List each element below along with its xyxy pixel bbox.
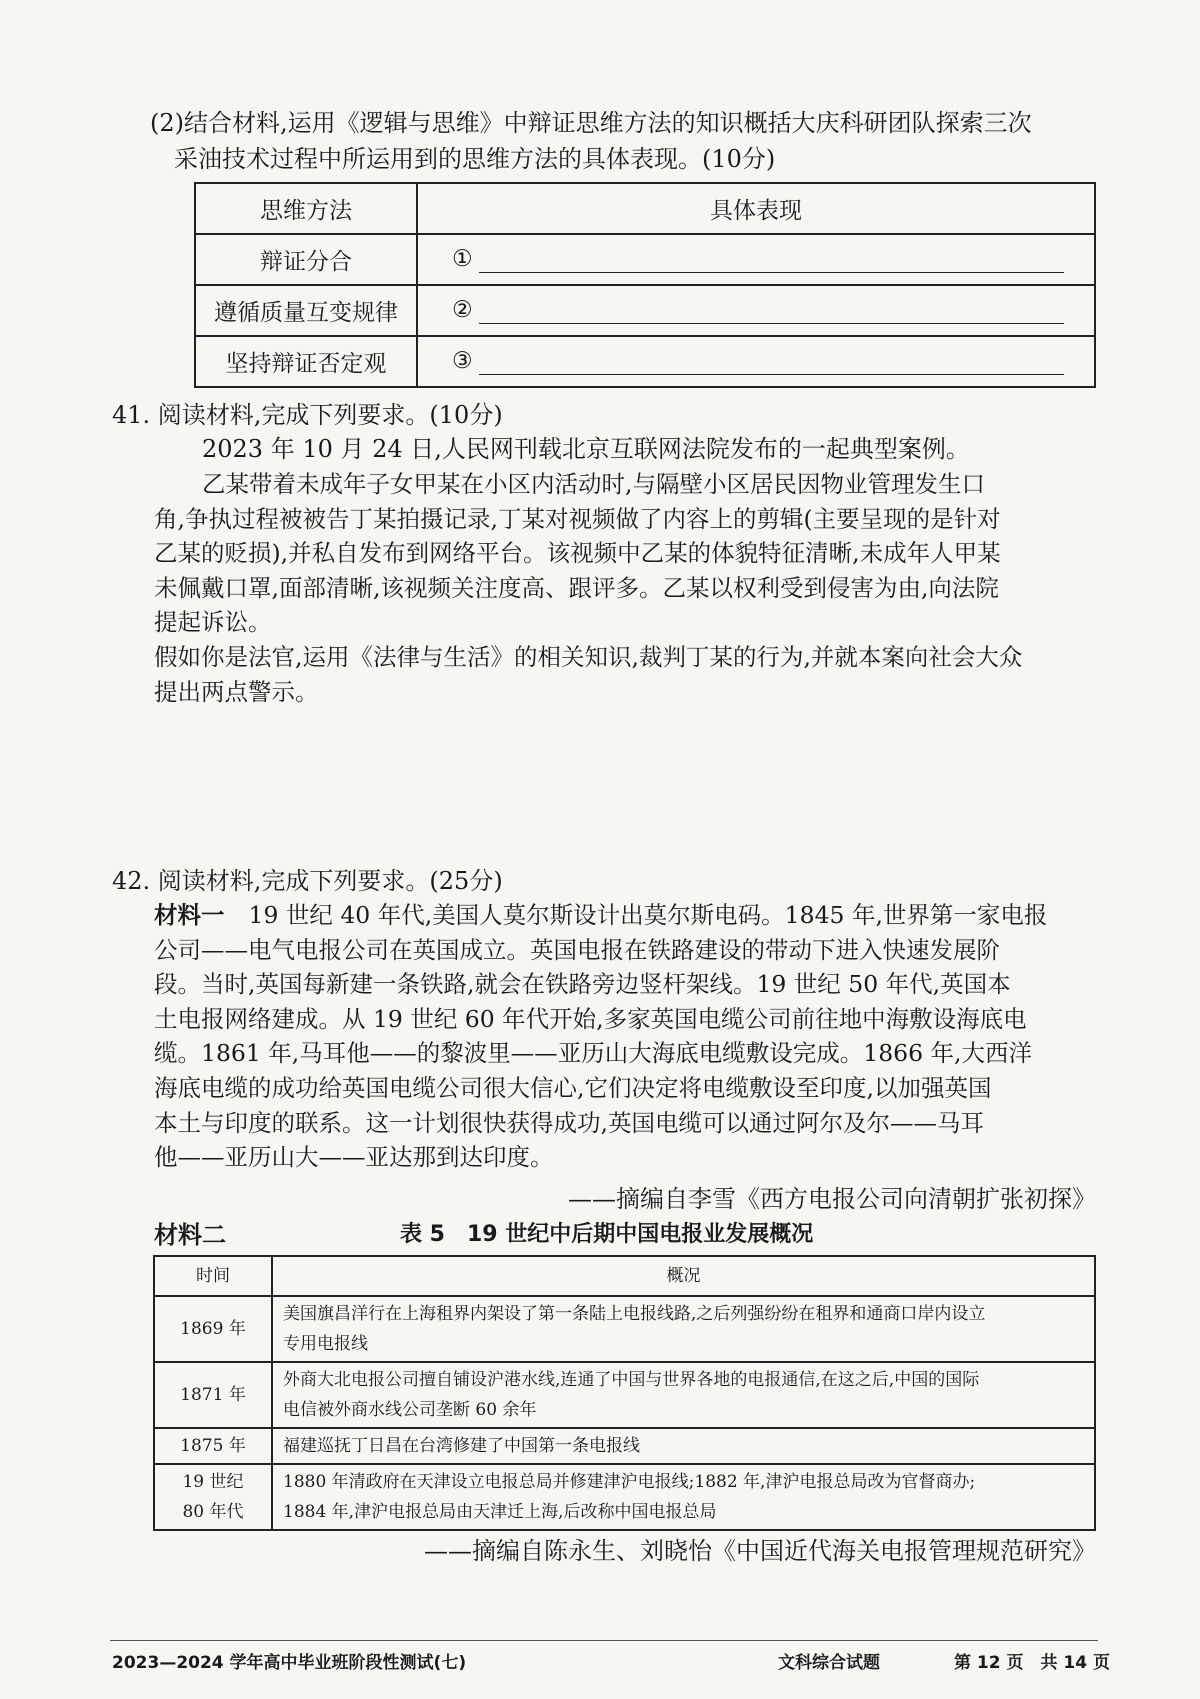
case-line: 提起诉讼。 [154,608,272,637]
answer-blank-line[interactable] [479,246,1064,273]
case-line: 乙某的贬损),并私自发布到网络平台。该视频中乙某的体貌特征清晰,未成年人甲某 [154,539,1001,568]
time-cell: 1869 年 [154,1296,272,1362]
overview-line: 1880 年清政府在天津设立电报总局并修建津沪电报线;1882 年,津沪电报总局改为官督商办; [283,1472,976,1492]
material1-source: ——摘编自李雪《西方电报公司向清朝扩张初探》 [568,1185,1096,1213]
answer-cell[interactable] [417,234,1095,285]
footer-subject: 文科综合试题 [778,1653,880,1673]
time-line: 80 年代 [182,1502,244,1522]
time-line: 19 世纪 [182,1472,244,1492]
answer-blank-line[interactable] [479,297,1064,324]
overview-cell [272,1362,1095,1428]
time-cell [154,1464,272,1530]
answer-cell[interactable] [417,285,1095,336]
overview-line: 福建巡抚丁日昌在台湾修建了中国第一条电报线 [283,1436,640,1456]
q40-2-line1: (2)结合材料,运用《逻辑与思维》中辩证思维方法的知识概括大庆科研团队探索三次 [150,109,1032,137]
header-time: 时间 [154,1256,272,1296]
header-method: 思维方法 [195,183,417,234]
table-row [195,285,1095,336]
overview-cell [272,1428,1095,1464]
material1-line: 缆。1861 年,马耳他——的黎波里——亚历山大海底电缆敷设完成。1866 年,大西洋 [154,1039,1032,1068]
overview-line: 电信被外商水线公司垄断 60 余年 [283,1400,537,1420]
material1-line: 公司——电气电报公司在英国成立。英国电报在铁路建设的带动下进入快速发展阶 [154,935,1000,964]
q42-heading: 42. 阅读材料,完成下列要求。(25分) [112,867,503,895]
material2-table-title: 表 5 19 世纪中后期中国电报业发展概况 [400,1222,814,1247]
time-cell: 1875 年 [154,1428,272,1464]
table-header-row [154,1256,1095,1296]
q41-heading: 41. 阅读材料,完成下列要求。(10分) [112,401,503,429]
header-overview: 概况 [272,1256,1095,1296]
table-header-row [195,183,1095,234]
q40-2-line2: 采油技术过程中所运用到的思维方法的具体表现。(10分) [174,145,776,173]
overview-line: 1884 年,津沪电报总局由天津迁上海,后改称中国电报总局 [283,1502,717,1522]
material2-label: 材料二 [154,1220,226,1249]
footer-exam-title: 2023—2024 学年高中毕业班阶段性测试(七) [112,1653,467,1673]
material1-line: 本土与印度的联系。这一计划很快获得成功,英国电缆可以通过阿尔及尔——马耳 [154,1108,984,1137]
answer-mark: ③ [452,347,473,374]
q41-case-paragraph [154,467,1001,640]
task-line: 假如你是法官,运用《法律与生活》的相关知识,裁判丁某的行为,并就本案向社会大众 [154,643,1023,671]
material2-source: ——摘编自陈永生、刘晓怡《中国近代海关电报管理规范研究》 [424,1537,1096,1565]
table-row [154,1362,1095,1428]
case-line: 乙某带着未成年子女甲某在小区内活动时,与隔壁小区居民因物业管理发生口 [202,470,985,498]
overview-cell [272,1296,1095,1362]
footer-page-number: 第 12 页 共 14 页 [954,1653,1110,1673]
table-row [154,1464,1095,1530]
method-cell: 辩证分合 [195,234,417,285]
overview-line: 外商大北电报公司擅自铺设沪港水线,连通了中国与世界各地的电报通信,在这之后,中国的国际 [283,1370,980,1390]
table-row [195,234,1095,285]
q41-intro: 2023 年 10 月 24 日,人民网刊载北京互联网法院发布的一起典型案例。 [202,435,970,463]
material1-label: 材料一 [154,901,225,929]
overview-cell [272,1464,1095,1530]
material1-line: 段。当时,英国每新建一条铁路,就会在铁路旁边竖杆架线。19 世纪 50 年代,英国本 [154,970,1011,999]
material1-line: 土电报网络建成。从 19 世纪 60 年代开始,多家英国电缆公司前往地中海敷设海底电 [154,1004,1027,1033]
overview-line: 专用电报线 [283,1334,368,1354]
overview-line: 美国旗昌洋行在上海租界内架设了第一条陆上电报线路,之后列强纷纷在租界和通商口岸内设立 [283,1304,986,1324]
case-line: 未佩戴口罩,面部清晰,该视频关注度高、跟评多。乙某以权利受到侵害为由,向法院 [154,573,999,602]
case-line: 角,争执过程被被告丁某拍摄记录,丁某对视频做了内容上的剪辑(主要呈现的是针对 [154,504,1001,533]
table-row [154,1428,1095,1464]
q42-material1 [154,898,1047,1175]
answer-mark: ① [452,245,473,272]
method-cell: 遵循质量互变规律 [195,285,417,336]
answer-mark: ② [452,296,473,323]
footer-divider [110,1640,1098,1641]
material1-line: 19 世纪 40 年代,美国人莫尔斯设计出莫尔斯电码。1845 年,世界第一家电报 [248,901,1048,929]
q41-task-paragraph [154,640,1022,709]
table-row [195,336,1095,387]
header-performance: 具体表现 [417,183,1095,234]
material1-line: 他——亚历山大——亚达那到达印度。 [154,1143,554,1172]
time-cell: 1871 年 [154,1362,272,1428]
answer-blank-line[interactable] [479,348,1064,375]
table-row [154,1296,1095,1362]
telegraph-table [153,1255,1096,1531]
material1-line: 海底电缆的成功给英国电缆公司很大信心,它们决定将电缆敷设至印度,以加强英国 [154,1073,992,1102]
thinking-method-table [194,182,1096,388]
answer-cell[interactable] [417,336,1095,387]
task-line: 提出两点警示。 [154,677,319,706]
method-cell: 坚持辩证否定观 [195,336,417,387]
